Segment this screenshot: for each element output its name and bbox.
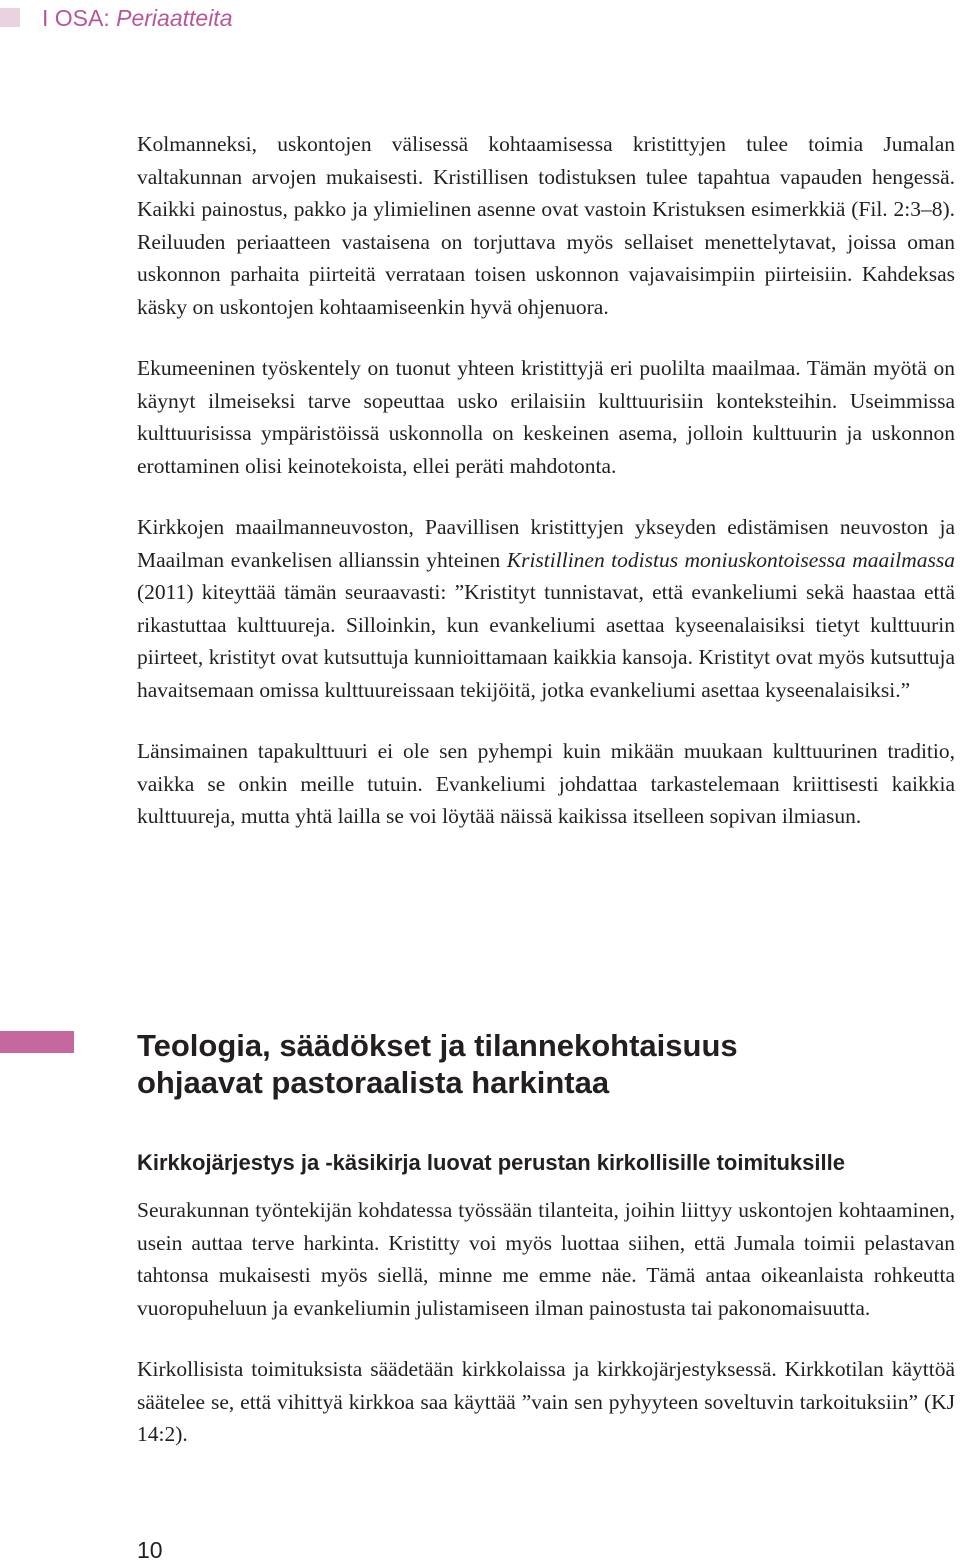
paragraph: Kirkollisista toimituksista säädetään kirkkolaissa ja kirkkojärjestyksessä. Kirkkotilan käyttöä säätelee se, että vihittyä kirkkoa saa käyttää ”vain sen pyhyyteen soveltuvin tarkoituksiin” (KJ 14:2). — [137, 1357, 955, 1446]
paragraph: Länsimainen tapakulttuuri ei ole sen pyhempi kuin mikään muukaan kulttuurinen traditio, vaikka se onkin meille tutuin. Evankeliumi johdattaa tarkastelemaan kriittisesti kaikkia kulttuureja, mutta yhtä lailla se voi löytää näissä kaikissa itselleen sopivan ilmiasun. — [137, 739, 955, 828]
section-marker — [0, 1031, 74, 1053]
header-chapter: Periaatteita — [116, 5, 233, 31]
paragraph: Ekumeeninen työskentely on tuonut yhteen kristittyjä eri puolilta maailmaa. Tämän myötä on käynyt ilmeiseksi tarve sopeuttaa usko erilaisiin kulttuurisiin konteksteihin. Useimmissa kulttuurisissa ympäristöissä uskonnolla on keskeinen asema, jolloin kulttuurin ja uskonnon erottaminen olisi keinotekoista, ellei peräti mahdotonta. — [137, 356, 955, 478]
paragraph: Seurakunnan työntekijän kohdatessa työssään tilanteita, joihin liittyy uskontojen kohtaaminen, usein auttaa terve harkinta. Kristitty voi myös luottaa siihen, että Jumala toimii pelastavan tahtonsa mukaisesti myös siellä, minne me emme näe. Tämä antaa oikeanlaista rohkeutta vuoropuheluun ja evankeliumin julistamiseen ilman painostusta tai pakonomaisuutta. — [137, 1198, 955, 1320]
body-text-section — [137, 1194, 955, 1451]
header-decoration — [0, 8, 20, 27]
paragraph: Kolmanneksi, uskontojen välisessä kohtaamisessa kristittyjen tulee toimia Jumalan valtakunnan arvojen mukaisesti. Kristillisen todistuksen tulee tapahtua vapauden hengessä. Kaikki painostus, pakko ja ylimielinen asenne ovat vastoin Kristuksen esimerkkiä (Fil. 2:3–8). Reiluuden periaatteen vastaisena on torjuttava myös sellaiset menettelytavat, joissa oman uskonnon parhaita piirteitä verrataan toisen uskonnon vajavaisimpiin piirteisiin. Kahdeksas käsky on uskontojen kohtaamiseenkin hyvä ohjenuora. — [137, 132, 955, 319]
subsection-heading: Kirkkojärjestys ja -käsikirja luovat perustan kirkollisille toimituksille — [137, 1150, 845, 1175]
running-header — [42, 2, 233, 34]
section-heading — [137, 1027, 738, 1101]
quote-paragraph — [137, 511, 955, 706]
section-heading-line1: Teologia, säädökset ja tilannekohtaisuus — [137, 1028, 738, 1063]
document-title: Kristillinen todistus moniuskontoisessa maailmassa — [506, 547, 955, 572]
body-text-top — [137, 128, 955, 833]
header-part: I OSA: — [42, 5, 110, 31]
quote-body: (2011) kiteyttää tämän seuraavasti: ”Kristityt tunnistavat, että evankeliumi sekä haastaa että rikastuttaa kulttuureja. Silloinkin, kun evankeliumi asettaa kyseenalaisiksi tietyt kulttuurin piirteet, kristityt ovat kutsuttuja kunnioittamaan kaikkia kansoja. Kristityt ovat myös kutsuttuja havaitsemaan omissa kulttuureissaan tekijöitä, jotka evankeliumi asettaa kyseenalaisiksi.” — [137, 580, 955, 702]
quote-intro: Kirkkojen maailmanneuvoston, Paavillisen kristittyjen ykseyden edistämisen neuvoston ja Maailman evankelisen allianssin yhteinen — [137, 515, 955, 572]
section-heading-line2: ohjaavat pastoraalista harkintaa — [137, 1065, 610, 1100]
page-number: 10 — [137, 1537, 163, 1563]
